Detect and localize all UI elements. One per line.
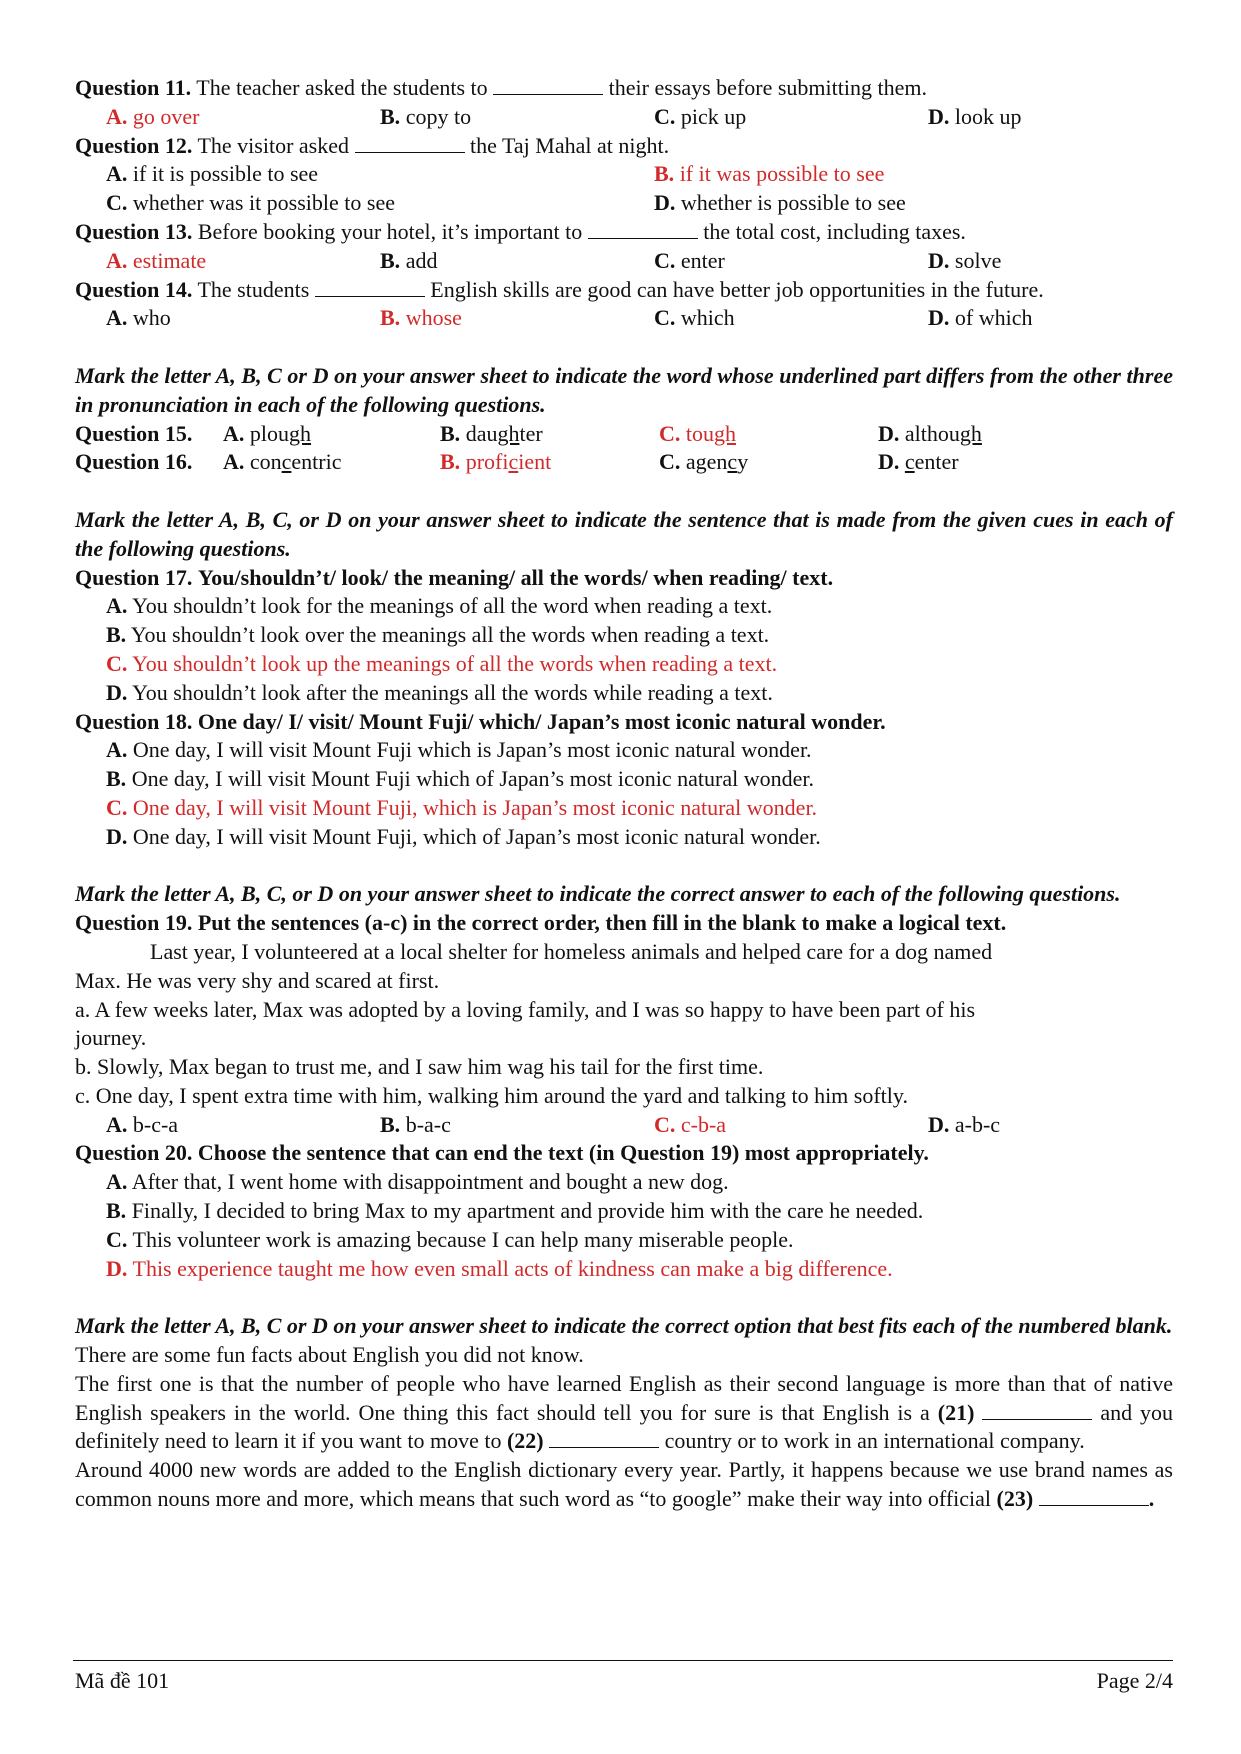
question-label: Question 17. xyxy=(75,564,193,590)
options-row xyxy=(75,247,1173,276)
option-b[interactable]: B. daughter xyxy=(440,420,543,446)
question-label: Question 16. xyxy=(75,449,193,475)
question-prompt: You/shouldn’t/ look/ the meaning/ all the words/ when reading/ text. xyxy=(197,564,834,590)
answer-blank-21 xyxy=(982,1401,1092,1420)
question-text: Before booking your hotel, it’s important to xyxy=(197,218,583,244)
option-a[interactable]: A. b-c-a xyxy=(106,1111,179,1137)
passage-line: Max. He was very shy and scared at first. xyxy=(75,967,440,993)
options-row xyxy=(75,160,1173,189)
option-b[interactable]: B. b-a-c xyxy=(380,1111,451,1137)
option-a[interactable]: A. if it is possible to see xyxy=(106,161,319,187)
exam-page xyxy=(75,74,1173,1514)
option-d[interactable]: D. of which xyxy=(928,305,1033,331)
instruction-cues: Mark the letter A, B, C, or D on your answer sheet to indicate the sentence that is made from the given cues in each of the following questions. xyxy=(75,506,1173,561)
question-label: Question 13. xyxy=(75,218,193,244)
option-d[interactable]: D. solve xyxy=(928,247,1002,273)
option-d[interactable]: D. center xyxy=(878,449,959,475)
option-a[interactable]: A. who xyxy=(106,305,171,331)
sentence-a-cont: journey. xyxy=(75,1025,147,1051)
passage-line: Last year, I volunteered at a local shelter for homeless animals and helped care for a dog named xyxy=(150,938,993,964)
question-17 xyxy=(75,564,1173,593)
question-text: English skills are good can have better job opportunities in the future. xyxy=(430,276,1044,302)
question-18 xyxy=(75,708,1173,737)
question-label: Question 15. xyxy=(75,420,193,446)
option-c[interactable]: C. which xyxy=(654,305,735,331)
question-prompt: One day/ I/ visit/ Mount Fuji/ which/ Japan’s most iconic natural wonder. xyxy=(197,708,886,734)
option-c[interactable]: C. tough xyxy=(659,420,737,446)
blank-number-22: (22) xyxy=(506,1428,544,1454)
reading-paragraph-2: The first one is that the number of people who have learned English as their second language is more than that of native English speakers in the world. One thing this fact should tell you for sure is that English is a (21) and you definitely need to learn it if you want to move to (22) country or to work in an international company. xyxy=(75,1370,1174,1454)
option-d[interactable]: D. One day, I will visit Mount Fuji, which of Japan’s most iconic natural wonder. xyxy=(106,823,821,849)
answer-blank xyxy=(355,134,465,153)
sentence-b: b. Slowly, Max began to trust me, and I saw him wag his tail for the first time. xyxy=(75,1054,764,1080)
question-text: the Taj Mahal at night. xyxy=(470,132,670,158)
option-a[interactable]: A. After that, I went home with disappointment and bought a new dog. xyxy=(106,1169,729,1195)
option-b[interactable]: B. Finally, I decided to bring Max to my apartment and provide him with the care he needed. xyxy=(106,1198,924,1224)
reading-paragraph-1: There are some fun facts about English you did not know. xyxy=(75,1342,584,1368)
question-13 xyxy=(75,218,1173,247)
option-d[interactable]: D. look up xyxy=(928,103,1022,129)
question-label: Question 12. xyxy=(75,132,193,158)
option-a[interactable]: A. You shouldn’t look for the meanings of all the word when reading a text. xyxy=(106,593,773,619)
option-d[interactable]: D. a-b-c xyxy=(928,1111,1001,1137)
question-label: Question 14. xyxy=(75,276,193,302)
question-prompt: Put the sentences (a-c) in the correct order, then fill in the blank to make a logical text. xyxy=(197,910,1007,936)
question-text: the total cost, including taxes. xyxy=(703,218,966,244)
question-12 xyxy=(75,132,1173,161)
option-b[interactable]: B. if it was possible to see xyxy=(654,161,885,187)
question-text: The teacher asked the students to xyxy=(196,75,488,100)
instruction-blank: Mark the letter A, B, C or D on your answer sheet to indicate the correct option that best fits each of the numbered blank. xyxy=(75,1313,1173,1339)
reading-paragraph-3: Around 4000 new words are added to the English dictionary every year. Partly, it happens because we use brand names as common nouns more and more, which means that such word as “to google” make their way into official (23) . xyxy=(75,1457,1173,1512)
answer-blank-23 xyxy=(1039,1487,1149,1506)
blank-number-21: (21) xyxy=(937,1399,975,1425)
question-14 xyxy=(75,276,1173,305)
option-d[interactable]: D. You shouldn’t look after the meanings all the words while reading a text. xyxy=(106,679,773,705)
option-c[interactable]: C. agency xyxy=(659,449,749,475)
answer-blank-22 xyxy=(549,1429,659,1448)
option-a[interactable]: A. estimate xyxy=(106,247,207,273)
sentence-c: c. One day, I spent extra time with him, walking him around the yard and talking to him softly. xyxy=(75,1082,908,1108)
question-prompt: Choose the sentence that can end the text (in Question 19) most appropriately. xyxy=(197,1140,929,1166)
spacer xyxy=(75,333,1173,362)
option-c[interactable]: C. whether was it possible to see xyxy=(106,190,395,216)
option-b[interactable]: B. copy to xyxy=(380,103,472,129)
question-text: their essays before submitting them. xyxy=(608,75,927,100)
option-c[interactable]: C. c-b-a xyxy=(654,1111,727,1137)
question-19 xyxy=(75,909,1173,938)
option-c[interactable]: C. One day, I will visit Mount Fuji, which is Japan’s most iconic natural wonder. xyxy=(106,794,818,820)
option-a[interactable]: A. plough xyxy=(223,420,312,446)
answer-blank xyxy=(493,76,603,95)
option-b[interactable]: B. add xyxy=(380,247,438,273)
footer-divider xyxy=(73,1660,1173,1661)
option-d[interactable]: D. This experience taught me how even small acts of kindness can make a big difference. xyxy=(106,1255,893,1281)
option-d[interactable]: D. although xyxy=(878,420,982,446)
question-text: The students xyxy=(197,276,310,302)
question-label: Question 19. xyxy=(75,910,193,936)
options-row xyxy=(75,103,1173,132)
answer-blank xyxy=(588,220,698,239)
option-c[interactable]: C. enter xyxy=(654,247,725,273)
option-b[interactable]: B. One day, I will visit Mount Fuji which of Japan’s most iconic natural wonder. xyxy=(106,766,814,792)
spacer xyxy=(75,1283,1173,1312)
question-16 xyxy=(75,448,1173,477)
option-a[interactable]: A. go over xyxy=(106,103,200,129)
spacer xyxy=(75,477,1173,506)
option-b[interactable]: B. whose xyxy=(380,305,462,331)
option-c[interactable]: C. This volunteer work is amazing because I can help many miserable people. xyxy=(106,1226,794,1252)
question-text: The visitor asked xyxy=(197,132,349,158)
exam-code: Mã đề 101 xyxy=(75,1668,170,1693)
option-b[interactable]: B. proficient xyxy=(440,449,552,475)
options-row xyxy=(75,189,1173,218)
options-row xyxy=(75,304,1173,333)
option-c[interactable]: C. pick up xyxy=(654,103,747,129)
question-label: Question 11. xyxy=(75,75,192,100)
instruction-pronunciation: Mark the letter A, B, C or D on your answer sheet to indicate the word whose underlined part differs from the other three in pronunciation in each of the following questions. xyxy=(75,362,1173,417)
options-row xyxy=(75,1111,1173,1140)
answer-blank xyxy=(315,278,425,297)
question-label: Question 20. xyxy=(75,1140,193,1166)
blank-number-23: (23) xyxy=(996,1486,1034,1512)
question-label: Question 18. xyxy=(75,708,193,734)
page-number: Page 2/4 xyxy=(1096,1668,1173,1693)
option-a[interactable]: A. One day, I will visit Mount Fuji which is Japan’s most iconic natural wonder. xyxy=(106,737,812,763)
question-20 xyxy=(75,1139,1173,1168)
question-11 xyxy=(75,74,1173,103)
sentence-a: a. A few weeks later, Max was adopted by a loving family, and I was so happy to have been part of his xyxy=(75,996,976,1022)
option-b[interactable]: B. You shouldn’t look over the meanings all the words when reading a text. xyxy=(106,622,770,648)
option-c[interactable]: C. You shouldn’t look up the meanings of all the words when reading a text. xyxy=(106,650,778,676)
question-15 xyxy=(75,420,1173,449)
instruction-correct-answer: Mark the letter A, B, C, or D on your answer sheet to indicate the correct answer to each of the following questions. xyxy=(75,881,1121,907)
spacer xyxy=(75,852,1173,881)
option-a[interactable]: A. concentric xyxy=(223,449,342,475)
option-d[interactable]: D. whether is possible to see xyxy=(654,190,906,216)
